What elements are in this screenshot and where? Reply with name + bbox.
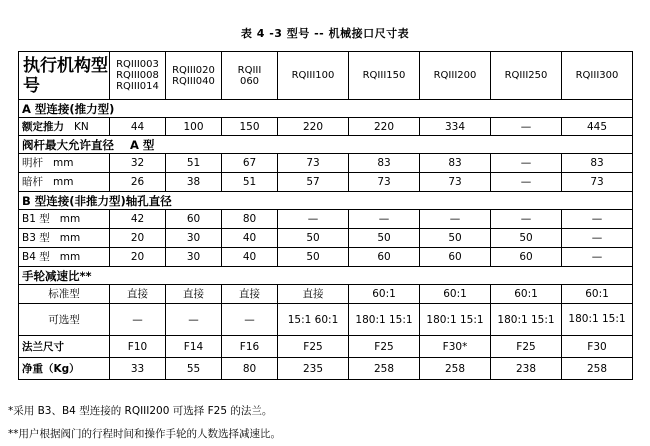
table-row — [19, 358, 633, 380]
table-cell: 42 — [110, 210, 166, 229]
table-cell: 30 — [166, 248, 222, 267]
table-cell: — — [491, 154, 562, 173]
table-cell: F30* — [420, 336, 491, 358]
table-cell: 180:1 15:1 — [491, 304, 562, 336]
table-cell: 73 — [278, 154, 349, 173]
table-row — [19, 154, 633, 173]
table-cell: 235 — [278, 358, 349, 380]
table-cell: 40 — [222, 229, 278, 248]
table-cell: 73 — [562, 173, 633, 192]
footnote-reduction-ratio: **用户根据阀门的行程时间和操作手轮的人数选择减速比。 — [8, 428, 281, 440]
table-row — [19, 173, 633, 192]
table-cell: 60:1 — [420, 285, 491, 304]
table-cell: 83 — [349, 154, 420, 173]
section-b-type: B 型连接(非推力型)轴孔直径 — [19, 192, 633, 210]
model-header: RQIII003 RQIII008 RQIII014 — [110, 52, 166, 100]
table-cell: F25 — [278, 336, 349, 358]
table-cell: 258 — [562, 358, 633, 380]
table-row — [19, 336, 633, 358]
table-row — [19, 210, 633, 229]
table-cell: — — [491, 210, 562, 229]
table-cell: 50 — [491, 229, 562, 248]
header-label: 执行机构型号 — [19, 52, 110, 100]
table-cell: 334 — [420, 118, 491, 136]
table-row — [19, 285, 633, 304]
section-row — [19, 192, 633, 210]
table-cell: — — [491, 118, 562, 136]
model-header: RQIII020 RQIII040 — [166, 52, 222, 100]
table-cell: F30 — [562, 336, 633, 358]
table-cell: 26 — [110, 173, 166, 192]
table-cell: F25 — [349, 336, 420, 358]
model-header: RQIII 060 — [222, 52, 278, 100]
table-cell: 55 — [166, 358, 222, 380]
table-cell: 258 — [420, 358, 491, 380]
table-cell: 直接 — [278, 285, 349, 304]
table-cell: 38 — [166, 173, 222, 192]
table-cell: F10 — [110, 336, 166, 358]
table-cell: 51 — [222, 173, 278, 192]
model-header: RQIII250 — [491, 52, 562, 100]
table-row — [19, 118, 633, 136]
table-cell: 180:1 15:1 — [420, 304, 491, 336]
section-a-type: A 型连接(推力型) — [19, 100, 633, 118]
table-cell: 60:1 — [562, 285, 633, 304]
row-label: B3 型 mm — [19, 229, 110, 248]
table-cell: 60:1 — [349, 285, 420, 304]
table-cell: — — [562, 248, 633, 267]
table-cell: 57 — [278, 173, 349, 192]
table-cell: 60 — [420, 248, 491, 267]
table-cell: — — [222, 304, 278, 336]
table-cell: 67 — [222, 154, 278, 173]
table-cell: 33 — [110, 358, 166, 380]
footnote-flange: *采用 B3、B4 型连接的 RQIII200 可选择 F25 的法兰。 — [8, 405, 273, 417]
table-cell: 80 — [222, 358, 278, 380]
row-label: B4 型 mm — [19, 248, 110, 267]
row-label: 法兰尺寸 — [19, 336, 110, 358]
table-cell: 直接 — [222, 285, 278, 304]
table-cell: 83 — [420, 154, 491, 173]
section-row — [19, 136, 633, 154]
table-cell: 50 — [278, 248, 349, 267]
section-row — [19, 267, 633, 285]
table-cell: 60 — [491, 248, 562, 267]
table-cell: — — [166, 304, 222, 336]
model-header: RQIII150 — [349, 52, 420, 100]
table-cell: 50 — [278, 229, 349, 248]
table-cell: 180:1 15:1 — [562, 304, 633, 336]
table-cell: F25 — [491, 336, 562, 358]
table-row — [19, 229, 633, 248]
table-cell: 73 — [349, 173, 420, 192]
table-cell: — — [562, 229, 633, 248]
table-cell: 73 — [420, 173, 491, 192]
table-cell: 60 — [166, 210, 222, 229]
table-cell: — — [349, 210, 420, 229]
section-row — [19, 100, 633, 118]
table-cell: 180:1 15:1 — [349, 304, 420, 336]
table-cell: 51 — [166, 154, 222, 173]
table-cell: 83 — [562, 154, 633, 173]
model-header: RQIII100 — [278, 52, 349, 100]
table-cell: 220 — [278, 118, 349, 136]
table-cell: 44 — [110, 118, 166, 136]
row-label: 净重（Kg） — [19, 358, 110, 380]
row-label: 可选型 — [19, 304, 110, 336]
table-cell: 258 — [349, 358, 420, 380]
table-cell: 15:1 60:1 — [278, 304, 349, 336]
table-cell: 50 — [349, 229, 420, 248]
table-cell: 150 — [222, 118, 278, 136]
interface-dimension-table — [18, 51, 633, 380]
table-cell: — — [562, 210, 633, 229]
table-cell: — — [491, 173, 562, 192]
row-label: 暗杆 mm — [19, 173, 110, 192]
section-handwheel-ratio: 手轮减速比** — [19, 267, 633, 285]
model-header: RQIII200 — [420, 52, 491, 100]
table-cell: 直接 — [110, 285, 166, 304]
model-header: RQIII300 — [562, 52, 633, 100]
table-cell: 220 — [349, 118, 420, 136]
header-row — [19, 52, 633, 100]
table-cell: 60 — [349, 248, 420, 267]
table-cell: — — [420, 210, 491, 229]
table-cell: 直接 — [166, 285, 222, 304]
row-label: 明杆 mm — [19, 154, 110, 173]
row-label: 标准型 — [19, 285, 110, 304]
table-cell: 40 — [222, 248, 278, 267]
table-cell: 100 — [166, 118, 222, 136]
table-cell: 445 — [562, 118, 633, 136]
table-cell: 32 — [110, 154, 166, 173]
table-cell: — — [278, 210, 349, 229]
table-row — [19, 248, 633, 267]
table-row — [19, 304, 633, 336]
row-label: 额定推力 KN — [19, 118, 110, 136]
table-title: 表 4 -3 型号 -- 机械接口尺寸表 — [240, 27, 410, 40]
table-cell: 20 — [110, 248, 166, 267]
table-cell: 30 — [166, 229, 222, 248]
table-cell: F16 — [222, 336, 278, 358]
table-cell: 20 — [110, 229, 166, 248]
table-cell: 50 — [420, 229, 491, 248]
table-cell: 60:1 — [491, 285, 562, 304]
table-cell: 238 — [491, 358, 562, 380]
row-label: B1 型 mm — [19, 210, 110, 229]
table-cell: — — [110, 304, 166, 336]
table-cell: 80 — [222, 210, 278, 229]
table-cell: F14 — [166, 336, 222, 358]
section-stem-diameter: 阀杆最大允许直径 A 型 — [19, 136, 633, 154]
